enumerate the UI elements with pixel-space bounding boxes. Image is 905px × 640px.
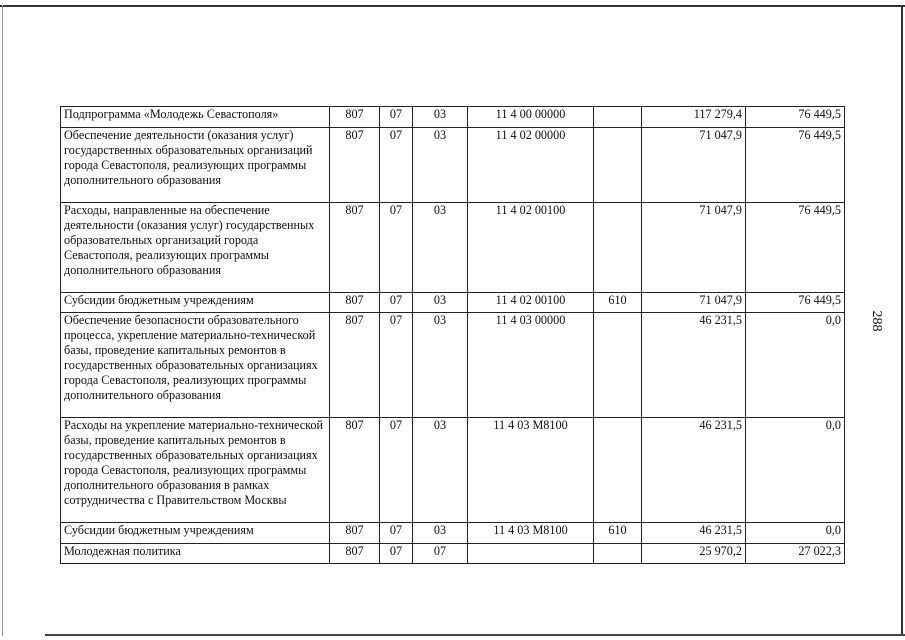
row-sum2: 76 449,5 — [746, 128, 845, 203]
row-ved: 807 — [330, 544, 380, 564]
page-number: 288 — [869, 310, 884, 332]
table-row — [61, 313, 845, 418]
row-rz: 07 — [380, 523, 413, 544]
row-csr: 11 4 02 00100 — [468, 203, 594, 293]
row-rz: 07 — [380, 128, 413, 203]
row-vr — [594, 128, 642, 203]
table-row — [61, 107, 845, 128]
page-border-top — [0, 5, 905, 7]
row-sum1: 71 047,9 — [642, 128, 746, 203]
row-pr: 03 — [413, 418, 468, 523]
row-csr — [468, 544, 594, 564]
row-csr: 11 4 02 00100 — [468, 293, 594, 313]
row-rz: 07 — [380, 418, 413, 523]
row-sum2: 76 449,5 — [746, 107, 845, 128]
row-pr: 07 — [413, 544, 468, 564]
row-sum1: 46 231,5 — [642, 313, 746, 418]
row-ved: 807 — [330, 203, 380, 293]
row-sum1: 46 231,5 — [642, 418, 746, 523]
row-ved: 807 — [330, 107, 380, 128]
row-csr: 11 4 03 M8100 — [468, 418, 594, 523]
row-vr — [594, 418, 642, 523]
row-sum2: 0,0 — [746, 418, 845, 523]
table-row — [61, 293, 845, 313]
row-vr: 610 — [594, 293, 642, 313]
page-border-left — [2, 5, 3, 636]
row-csr: 11 4 02 00000 — [468, 128, 594, 203]
row-sum2: 76 449,5 — [746, 203, 845, 293]
row-pr: 03 — [413, 107, 468, 128]
row-pr: 03 — [413, 313, 468, 418]
budget-table — [60, 106, 845, 564]
row-sum1: 71 047,9 — [642, 293, 746, 313]
row-sum1: 71 047,9 — [642, 203, 746, 293]
row-ved: 807 — [330, 418, 380, 523]
page-border-right — [901, 5, 903, 636]
row-sum2: 0,0 — [746, 523, 845, 544]
row-csr: 11 4 03 00000 — [468, 313, 594, 418]
row-vr — [594, 313, 642, 418]
row-ved: 807 — [330, 128, 380, 203]
table-row — [61, 418, 845, 523]
row-pr: 03 — [413, 128, 468, 203]
row-rz: 07 — [380, 107, 413, 128]
row-name: Расходы, направленные на обеспечение деятельности (оказания услуг) государственных образовательных организаций города Севастополя, реализующих программы дополнительного образования — [61, 203, 330, 293]
row-rz: 07 — [380, 293, 413, 313]
row-vr — [594, 544, 642, 564]
row-rz: 07 — [380, 544, 413, 564]
row-sum2: 27 022,3 — [746, 544, 845, 564]
page-border-bottom — [45, 634, 905, 636]
row-vr — [594, 203, 642, 293]
row-csr: 11 4 00 00000 — [468, 107, 594, 128]
row-ved: 807 — [330, 523, 380, 544]
row-sum2: 0,0 — [746, 313, 845, 418]
table-row — [61, 544, 845, 564]
row-name: Молодежная политика — [61, 544, 330, 564]
table-row — [61, 523, 845, 544]
row-rz: 07 — [380, 313, 413, 418]
row-pr: 03 — [413, 293, 468, 313]
row-pr: 03 — [413, 203, 468, 293]
row-ved: 807 — [330, 293, 380, 313]
row-sum2: 76 449,5 — [746, 293, 845, 313]
row-sum1: 25 970,2 — [642, 544, 746, 564]
table-row — [61, 128, 845, 203]
row-vr — [594, 107, 642, 128]
table-row — [61, 203, 845, 293]
row-name: Субсидии бюджетным учреждениям — [61, 293, 330, 313]
row-rz: 07 — [380, 203, 413, 293]
row-ved: 807 — [330, 313, 380, 418]
row-vr: 610 — [594, 523, 642, 544]
row-name: Субсидии бюджетным учреждениям — [61, 523, 330, 544]
row-sum1: 46 231,5 — [642, 523, 746, 544]
row-name: Обеспечение деятельности (оказания услуг) государственных образовательных организаций города Севастополя, реализующих программы дополнительного образования — [61, 128, 330, 203]
row-csr: 11 4 03 M8100 — [468, 523, 594, 544]
row-name: Обеспечение безопасности образовательного процесса, укрепление материально-технической базы, проведение капитальных ремонтов в государственных образовательных организациях города Севастополя, реализующих программы дополнительного образования — [61, 313, 330, 418]
row-pr: 03 — [413, 523, 468, 544]
row-name: Подпрограмма «Молодежь Севастополя» — [61, 107, 330, 128]
row-sum1: 117 279,4 — [642, 107, 746, 128]
row-name: Расходы на укрепление материально-технической базы, проведение капитальных ремонтов в государственных образовательных организациях города Севастополя, реализующих программы дополнительного образования в рамках сотрудничества с Правительством Москвы — [61, 418, 330, 523]
